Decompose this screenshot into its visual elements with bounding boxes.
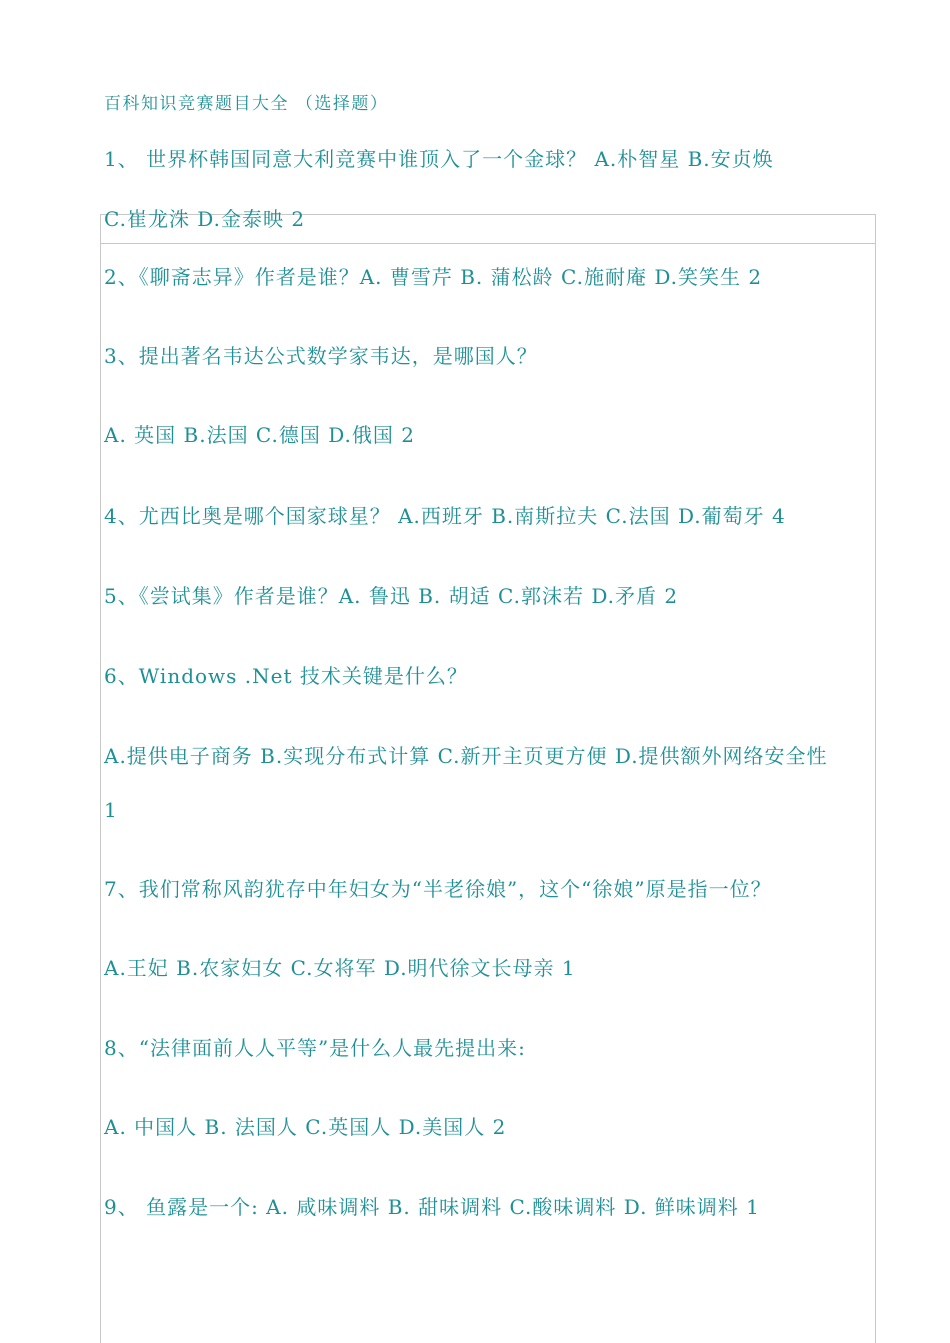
question-3: 3、提出著名韦达公式数学家韦达，是哪国人？ — [104, 344, 538, 368]
question-6-answer: 1 — [104, 798, 118, 822]
question-8: 8、“法律面前人人平等”是什么人最先提出来: — [104, 1036, 526, 1060]
question-1-options: C.崔龙洙 D.金泰映 2 — [104, 207, 306, 231]
page-frame — [100, 214, 876, 1343]
document-title: 百科知识竞赛题目大全 （选择题） — [104, 94, 389, 114]
question-8-options: A. 中国人 B. 法国人 C.英国人 D.美国人 2 — [104, 1115, 507, 1139]
question-7-options: A.王妃 B.农家妇女 C.女将军 D.明代徐文长母亲 1 — [104, 956, 576, 980]
frame-divider — [101, 243, 875, 244]
question-1: 1、 世界杯韩国同意大利竞赛中谁顶入了一个金球？ A.朴智星 B.安贞焕 — [104, 147, 774, 171]
question-4: 4、尤西比奥是哪个国家球星？ A.西班牙 B.南斯拉夫 C.法国 D.葡萄牙 4 — [104, 504, 786, 528]
question-2: 2、《聊斋志异》作者是谁？A. 曹雪芹 B. 蒲松龄 C.施耐庵 D.笑笑生 2 — [104, 265, 763, 289]
question-3-options: A. 英国 B.法国 C.德国 D.俄国 2 — [104, 423, 415, 447]
question-7: 7、我们常称风韵犹存中年妇女为“半老徐娘”，这个“徐娘”原是指一位？ — [104, 877, 772, 901]
question-6: 6、Windows .Net 技术关键是什么？ — [104, 664, 468, 688]
question-9: 9、 鱼露是一个: A. 咸味调料 B. 甜味调料 C.酸味调料 D. 鲜味调料 1 — [104, 1195, 760, 1219]
question-6-options: A.提供电子商务 B.实现分布式计算 C.新开主页更方便 D.提供额外网络安全性 — [104, 744, 828, 768]
question-5: 5、《尝试集》作者是谁？A. 鲁迅 B. 胡适 C.郭沫若 D.矛盾 2 — [104, 584, 679, 608]
